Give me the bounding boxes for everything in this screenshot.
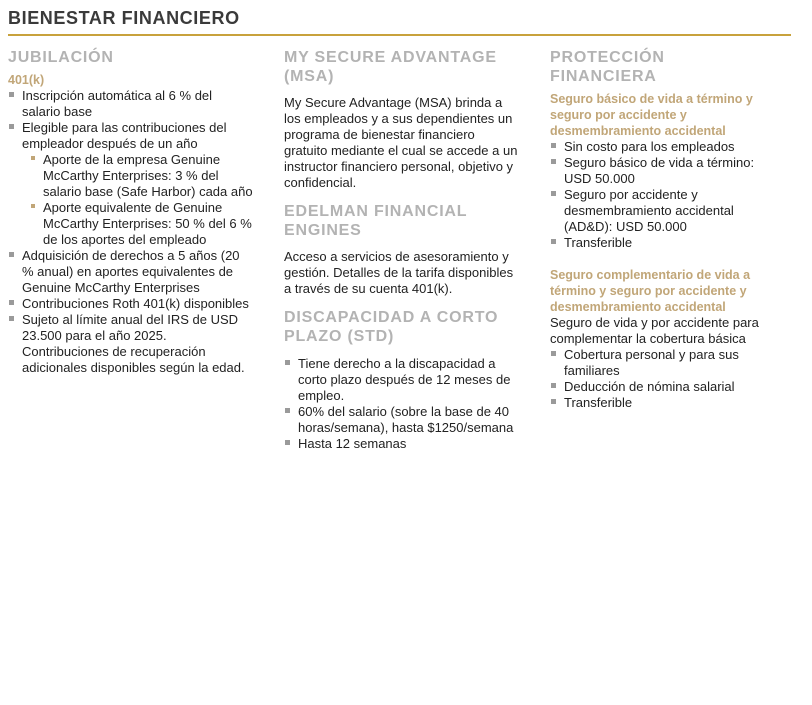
retirement-column	[8, 48, 253, 376]
basic-life-subheading: Seguro básico de vida a término y seguro por accidente y desmembramiento accidental	[550, 92, 753, 138]
std-list	[284, 356, 520, 452]
employer-contribution-sublist	[22, 152, 253, 248]
list-item-text: Elegible para las contribuciones del empleador después de un año	[22, 120, 227, 151]
list-item: Transferible	[550, 235, 770, 251]
edelman-description: Acceso a servicios de asesoramiento y gestión. Detalles de la tarifa disponibles a través de su cuenta 401(k).	[284, 249, 514, 296]
list-item: Sujeto al límite anual del IRS de USD 23.500 para el año 2025. Contribuciones de recuperación adicionales disponibles según la edad.	[8, 312, 253, 376]
list-item: Adquisición de derechos a 5 años (20 % anual) en aportes equivalentes de Genuine McCarthy Enterprises	[8, 248, 253, 296]
list-item: Transferible	[550, 395, 770, 411]
page-title: BIENESTAR FINANCIERO	[8, 8, 240, 28]
list-item: Sin costo para los empleados	[550, 139, 770, 155]
msa-heading: MY SECURE ADVANTAGE (MSA)	[284, 49, 497, 85]
list-item: Seguro por accidente y desmembramiento accidental (AD&D): USD 50.000	[550, 187, 770, 235]
edelman-heading: EDELMAN FINANCIAL ENGINES	[284, 203, 468, 239]
401k-subheading: 401(k)	[8, 73, 45, 87]
basic-life-list	[550, 139, 770, 251]
list-item: Cobertura personal y para sus familiares	[550, 347, 770, 379]
msa-description: My Secure Advantage (MSA) brinda a los empleados y a sus dependientes un programa de bienestar financiero gratuito mediante el cual se accede a un instructor financiero personal, objetivo y confidencial.	[284, 95, 518, 190]
list-item: Deducción de nómina salarial	[550, 379, 770, 395]
std-heading: DISCAPACIDAD A CORTO PLAZO (STD)	[284, 309, 499, 345]
supplemental-life-description: Seguro de vida y por accidente para complementar la cobertura básica	[550, 315, 759, 346]
supplemental-life-list	[550, 347, 770, 411]
sub-list-item: Aporte equivalente de Genuine McCarthy Enterprises: 50 % del 6 % de los aportes del empleado	[29, 200, 253, 248]
retirement-heading: JUBILACIÓN	[8, 49, 114, 66]
protection-column	[550, 48, 770, 411]
list-item: Contribuciones Roth 401(k) disponibles	[8, 296, 253, 312]
sub-list-item: Aporte de la empresa Genuine McCarthy Enterprises: 3 % del salario base (Safe Harbor) cada año	[29, 152, 253, 200]
list-item: 60% del salario (sobre la base de 40 horas/semana), hasta $1250/semana	[284, 404, 520, 436]
list-item: Inscripción automática al 6 % del salario base	[8, 88, 253, 120]
advisory-column	[284, 48, 520, 452]
protection-heading: PROTECCIÓN FINANCIERA	[550, 49, 665, 85]
list-item: Hasta 12 semanas	[284, 436, 520, 452]
retirement-list	[8, 88, 253, 376]
list-item: Seguro básico de vida a término: USD 50.000	[550, 155, 770, 187]
supplemental-life-subheading: Seguro complementario de vida a término y seguro por accidente y desmembramiento accidental	[550, 268, 751, 314]
list-item: Tiene derecho a la discapacidad a corto plazo después de 12 meses de empleo.	[284, 356, 520, 404]
list-item	[8, 120, 253, 248]
title-divider	[8, 34, 791, 36]
